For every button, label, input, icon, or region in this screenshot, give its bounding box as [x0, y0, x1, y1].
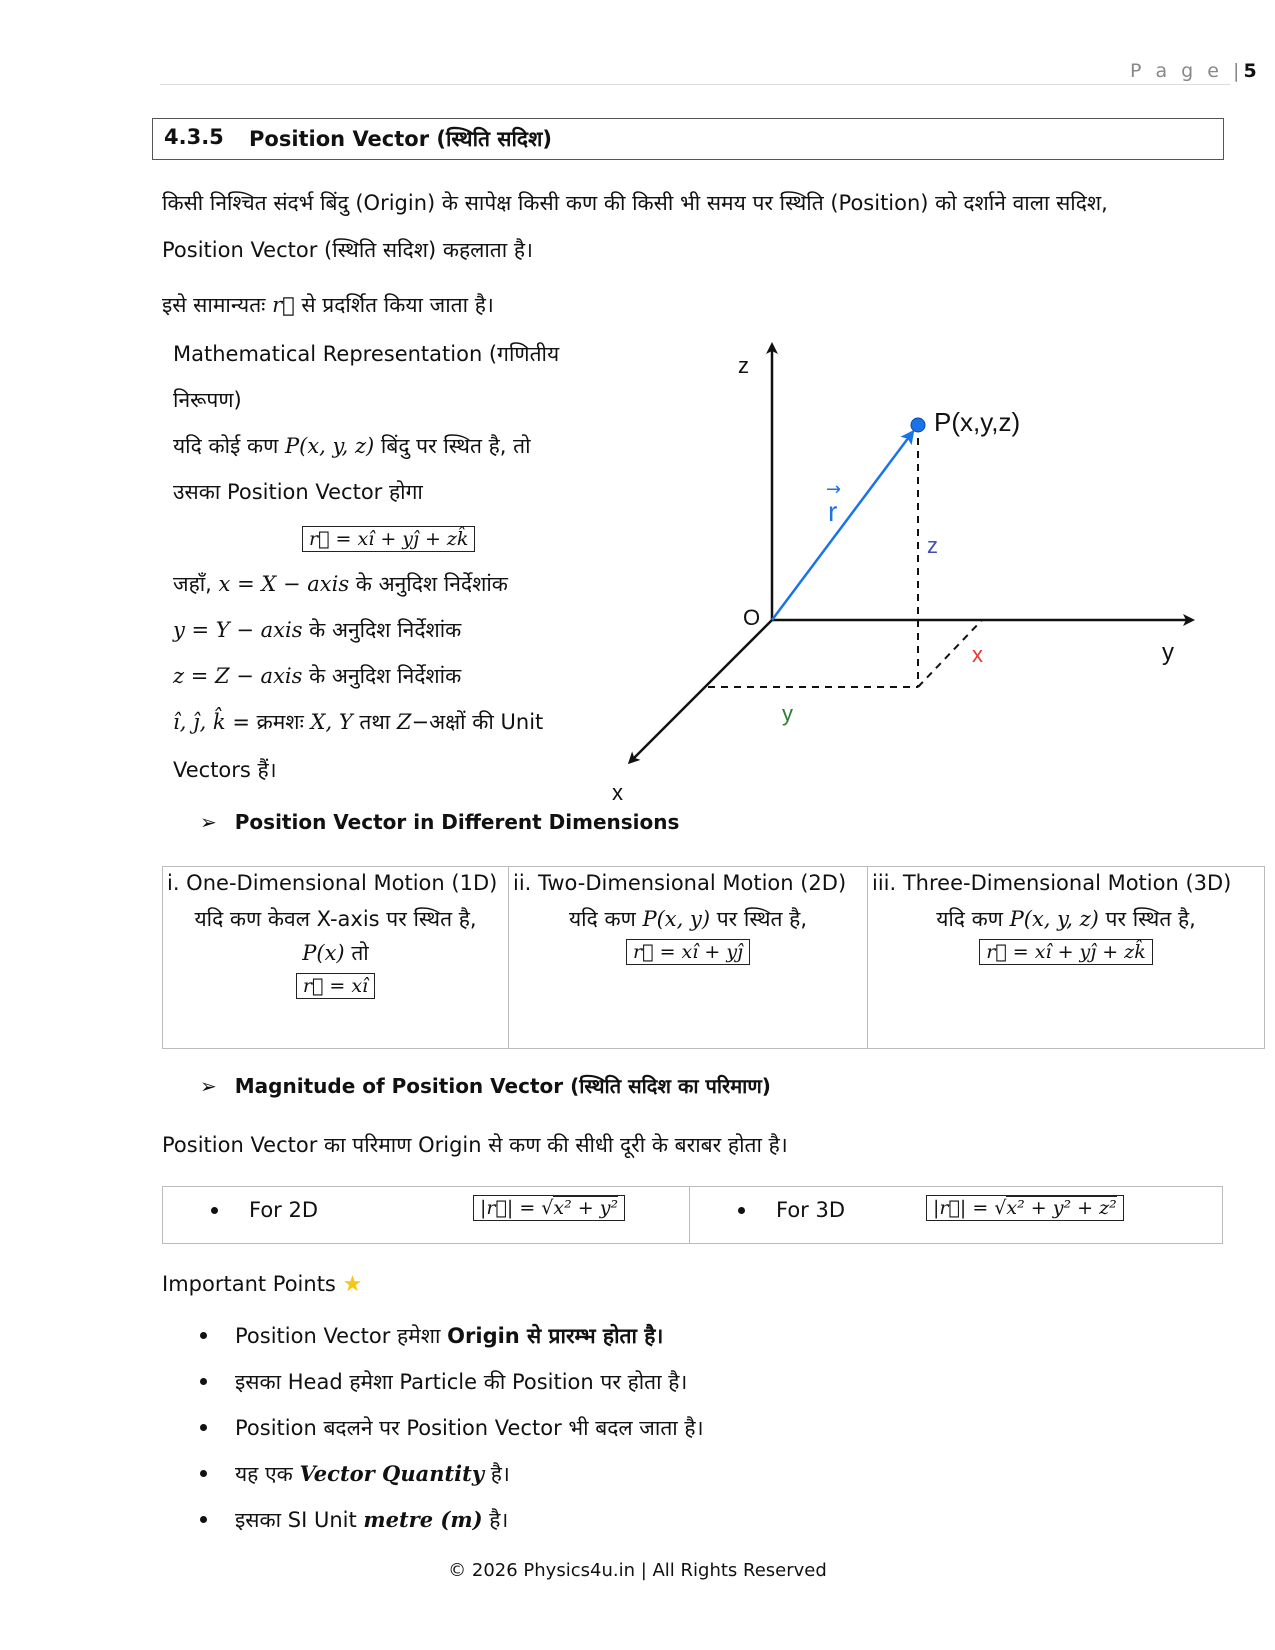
cell-2d-math: P(x, y) [642, 907, 711, 931]
formula-1d-box: r⃗ = xî [296, 973, 375, 999]
origin-label: O [743, 605, 761, 630]
intro-line-3 [162, 292, 494, 319]
representation-line-3 [173, 432, 531, 460]
vector-r-label: r [828, 496, 838, 527]
rep-l9-mid: = क्रमशः [232, 710, 304, 734]
important-point-5 [200, 1506, 508, 1534]
vector-r-arrow-icon: → [826, 479, 842, 500]
cell-2d-title: ii. Two-Dimensional Motion (2D) [513, 871, 847, 895]
dimensions-table [162, 866, 1265, 1049]
point-4-math: Vector Quantity [299, 1461, 485, 1486]
x-component-label: x [972, 642, 983, 667]
cell-1d-title: i. One-Dimensional Motion (1D) [167, 871, 498, 895]
cell-2d-post: पर स्थित है, [716, 907, 807, 931]
section-title: Position Vector (स्थिति सदिश) [249, 127, 552, 151]
point-4-pre: यह एक [235, 1462, 293, 1486]
point-5-pre: इसका SI Unit [235, 1508, 357, 1532]
formula-box: r⃗ = xî + yĵ + zk̂ [302, 526, 475, 552]
z-axis-label: z [738, 353, 749, 378]
intro-line-3-post: से प्रदर्शित किया जाता है। [301, 293, 494, 317]
cell-3d-title: iii. Three-Dimensional Motion (3D) [872, 871, 1232, 895]
cell-3d-pre: यदि कण [936, 907, 1003, 931]
dimensions-row [163, 867, 1265, 1049]
mag-2d-pre: |r⃗| = √ [480, 1197, 554, 1219]
magnitude-3d-formula [926, 1195, 1124, 1221]
point-5-post: है। [489, 1508, 509, 1532]
formula-2d-box: r⃗ = xî + yĵ [626, 939, 750, 965]
important-points-title [162, 1272, 362, 1297]
page-footer: © 2026 Physics4u.in | All Rights Reserved [448, 1560, 827, 1581]
r-symbol: r⃗ [272, 293, 295, 317]
point-1-bold: Origin से प्रारम्भ होता है। [447, 1324, 664, 1348]
magnitude-heading [200, 1072, 771, 1099]
representation-heading-2: निरूपण) [173, 388, 242, 412]
point-p-marker [911, 418, 925, 432]
cell-1d-post: तो [351, 941, 369, 965]
representation-line-6 [173, 570, 508, 598]
position-vector-arrow [772, 433, 912, 620]
important-point-4 [200, 1460, 510, 1488]
magnitude-heading-text: Magnitude of Position Vector (स्थिति सदिश का परिमाण) [234, 1074, 771, 1098]
page-label: P a g e [1130, 60, 1223, 82]
magnitude-row [163, 1187, 1223, 1244]
magnitude-2d-formula [473, 1195, 625, 1221]
position-vector-formula [302, 526, 475, 552]
intro-line-2: Position Vector (स्थिति सदिश) कहलाता है। [162, 238, 534, 262]
point-4-post: है। [490, 1462, 510, 1486]
magnitude-cell-3d [690, 1187, 1223, 1244]
rep-l6-post: के अनुदिश निर्देशांक [355, 572, 508, 596]
magnitude-text: Position Vector का परिमाण Origin से कण की सीधी दूरी के बराबर होता है। [162, 1133, 788, 1157]
section-number: 4.3.5 [164, 125, 224, 149]
representation-line-8 [173, 662, 461, 690]
for-2d-label: For 2D [249, 1198, 319, 1222]
cell-3d [868, 867, 1265, 1049]
cell-1d-math: P(x) [302, 941, 345, 965]
rep-l8-post: के अनुदिश निर्देशांक [309, 664, 462, 688]
arrow-bullet-icon: ➢ [200, 1074, 217, 1098]
dimensions-heading-text: Position Vector in Different Dimensions [234, 810, 680, 834]
cell-2d [509, 867, 868, 1049]
rep-l7-math: y = Y − axis [173, 618, 303, 642]
bullet-dot [200, 1424, 207, 1431]
cell-3d-formula [872, 939, 1260, 965]
x-axis [630, 620, 772, 762]
for-3d-label: For 3D [776, 1198, 846, 1222]
bullet-dot [738, 1207, 745, 1214]
mag-3d-pre: |r⃗| = √ [933, 1197, 1007, 1219]
intro-line-3-pre: इसे सामान्यतः [162, 293, 266, 317]
x-axis-label: x [612, 780, 623, 805]
cell-3d-line1 [872, 905, 1260, 933]
rep-l9-mid2: तथा [359, 710, 391, 734]
rep-l9-post: −अक्षों की Unit [411, 710, 544, 734]
cell-1d-line2 [167, 939, 504, 967]
rep-l7-post: के अनुदिश निर्देशांक [309, 618, 462, 642]
cell-2d-line1 [513, 905, 863, 933]
mag-3d-radicand: x² + y² + z² [1006, 1197, 1117, 1219]
rep-l6-pre: जहाँ, [173, 572, 212, 596]
representation-line-4: उसका Position Vector होगा [173, 480, 423, 504]
representation-line-7 [173, 616, 461, 644]
point-5-math: metre (m) [363, 1507, 483, 1532]
point-p-label: P(x,y,z) [934, 407, 1021, 437]
dimensions-heading [200, 810, 679, 834]
important-point-1 [200, 1322, 663, 1350]
rep-l6-math: x = X − axis [218, 572, 350, 596]
page-number: 5 [1243, 60, 1257, 82]
rep-l9-math2: X, Y [310, 710, 353, 734]
bullet-dot [200, 1332, 207, 1339]
cell-1d-line1: यदि कण केवल X-axis पर स्थित है, [194, 907, 477, 931]
z-component-label: z [927, 533, 938, 558]
cell-3d-math: P(x, y, z) [1009, 907, 1099, 931]
position-vector-diagram [600, 335, 1210, 805]
mag-2d-radicand: x² + y² [553, 1197, 619, 1219]
header-divider [160, 84, 1230, 85]
representation-line-10: Vectors हैं। [173, 758, 277, 782]
point-3-text: Position बदलने पर Position Vector भी बदल जाता है। [235, 1416, 704, 1440]
cell-3d-post: पर स्थित है, [1105, 907, 1196, 931]
arrow-bullet-icon: ➢ [200, 810, 217, 834]
cell-1d-formula [167, 973, 504, 999]
representation-line-9 [173, 708, 543, 736]
important-point-2 [200, 1368, 687, 1396]
important-title-text: Important Points [162, 1272, 336, 1296]
y-component-label: y [782, 701, 793, 726]
rep-l3-post: बिंदु पर स्थित है, तो [380, 434, 531, 458]
bullet-dot [200, 1516, 207, 1523]
formula-3d-box: r⃗ = xî + yĵ + zk̂ [979, 939, 1152, 965]
magnitude-cell-2d [163, 1187, 690, 1244]
page-number-header [1130, 60, 1257, 82]
point-2-text: इसका Head हमेशा Particle की Position पर होता है। [235, 1370, 688, 1394]
bullet-dot [200, 1470, 207, 1477]
representation-heading-1: Mathematical Representation (गणितीय [173, 342, 560, 366]
rep-l3-pre: यदि कोई कण [173, 434, 279, 458]
bullet-dot [211, 1207, 218, 1214]
y-axis-label: y [1162, 639, 1174, 666]
rep-l3-math: P(x, y, z) [285, 434, 375, 458]
cell-1d [163, 867, 509, 1049]
magnitude-table [162, 1186, 1223, 1244]
rep-l9-math: î, ĵ, k̂ [173, 710, 226, 734]
important-point-3 [200, 1414, 704, 1442]
cell-2d-pre: यदि कण [569, 907, 636, 931]
bullet-dot [200, 1378, 207, 1385]
point-1-pre: Position Vector हमेशा [235, 1324, 441, 1348]
rep-l8-math: z = Z − axis [173, 664, 303, 688]
page-separator: | [1233, 60, 1244, 82]
cell-2d-formula [513, 939, 863, 965]
intro-line-1: किसी निश्चित संदर्भ बिंदु (Origin) के सापेक्ष किसी कण की किसी भी समय पर स्थिति (Position) को दर्शाने वाला सदिश, [162, 191, 1108, 215]
star-icon: ★ [342, 1272, 363, 1297]
rep-l9-math3: Z [396, 710, 412, 734]
